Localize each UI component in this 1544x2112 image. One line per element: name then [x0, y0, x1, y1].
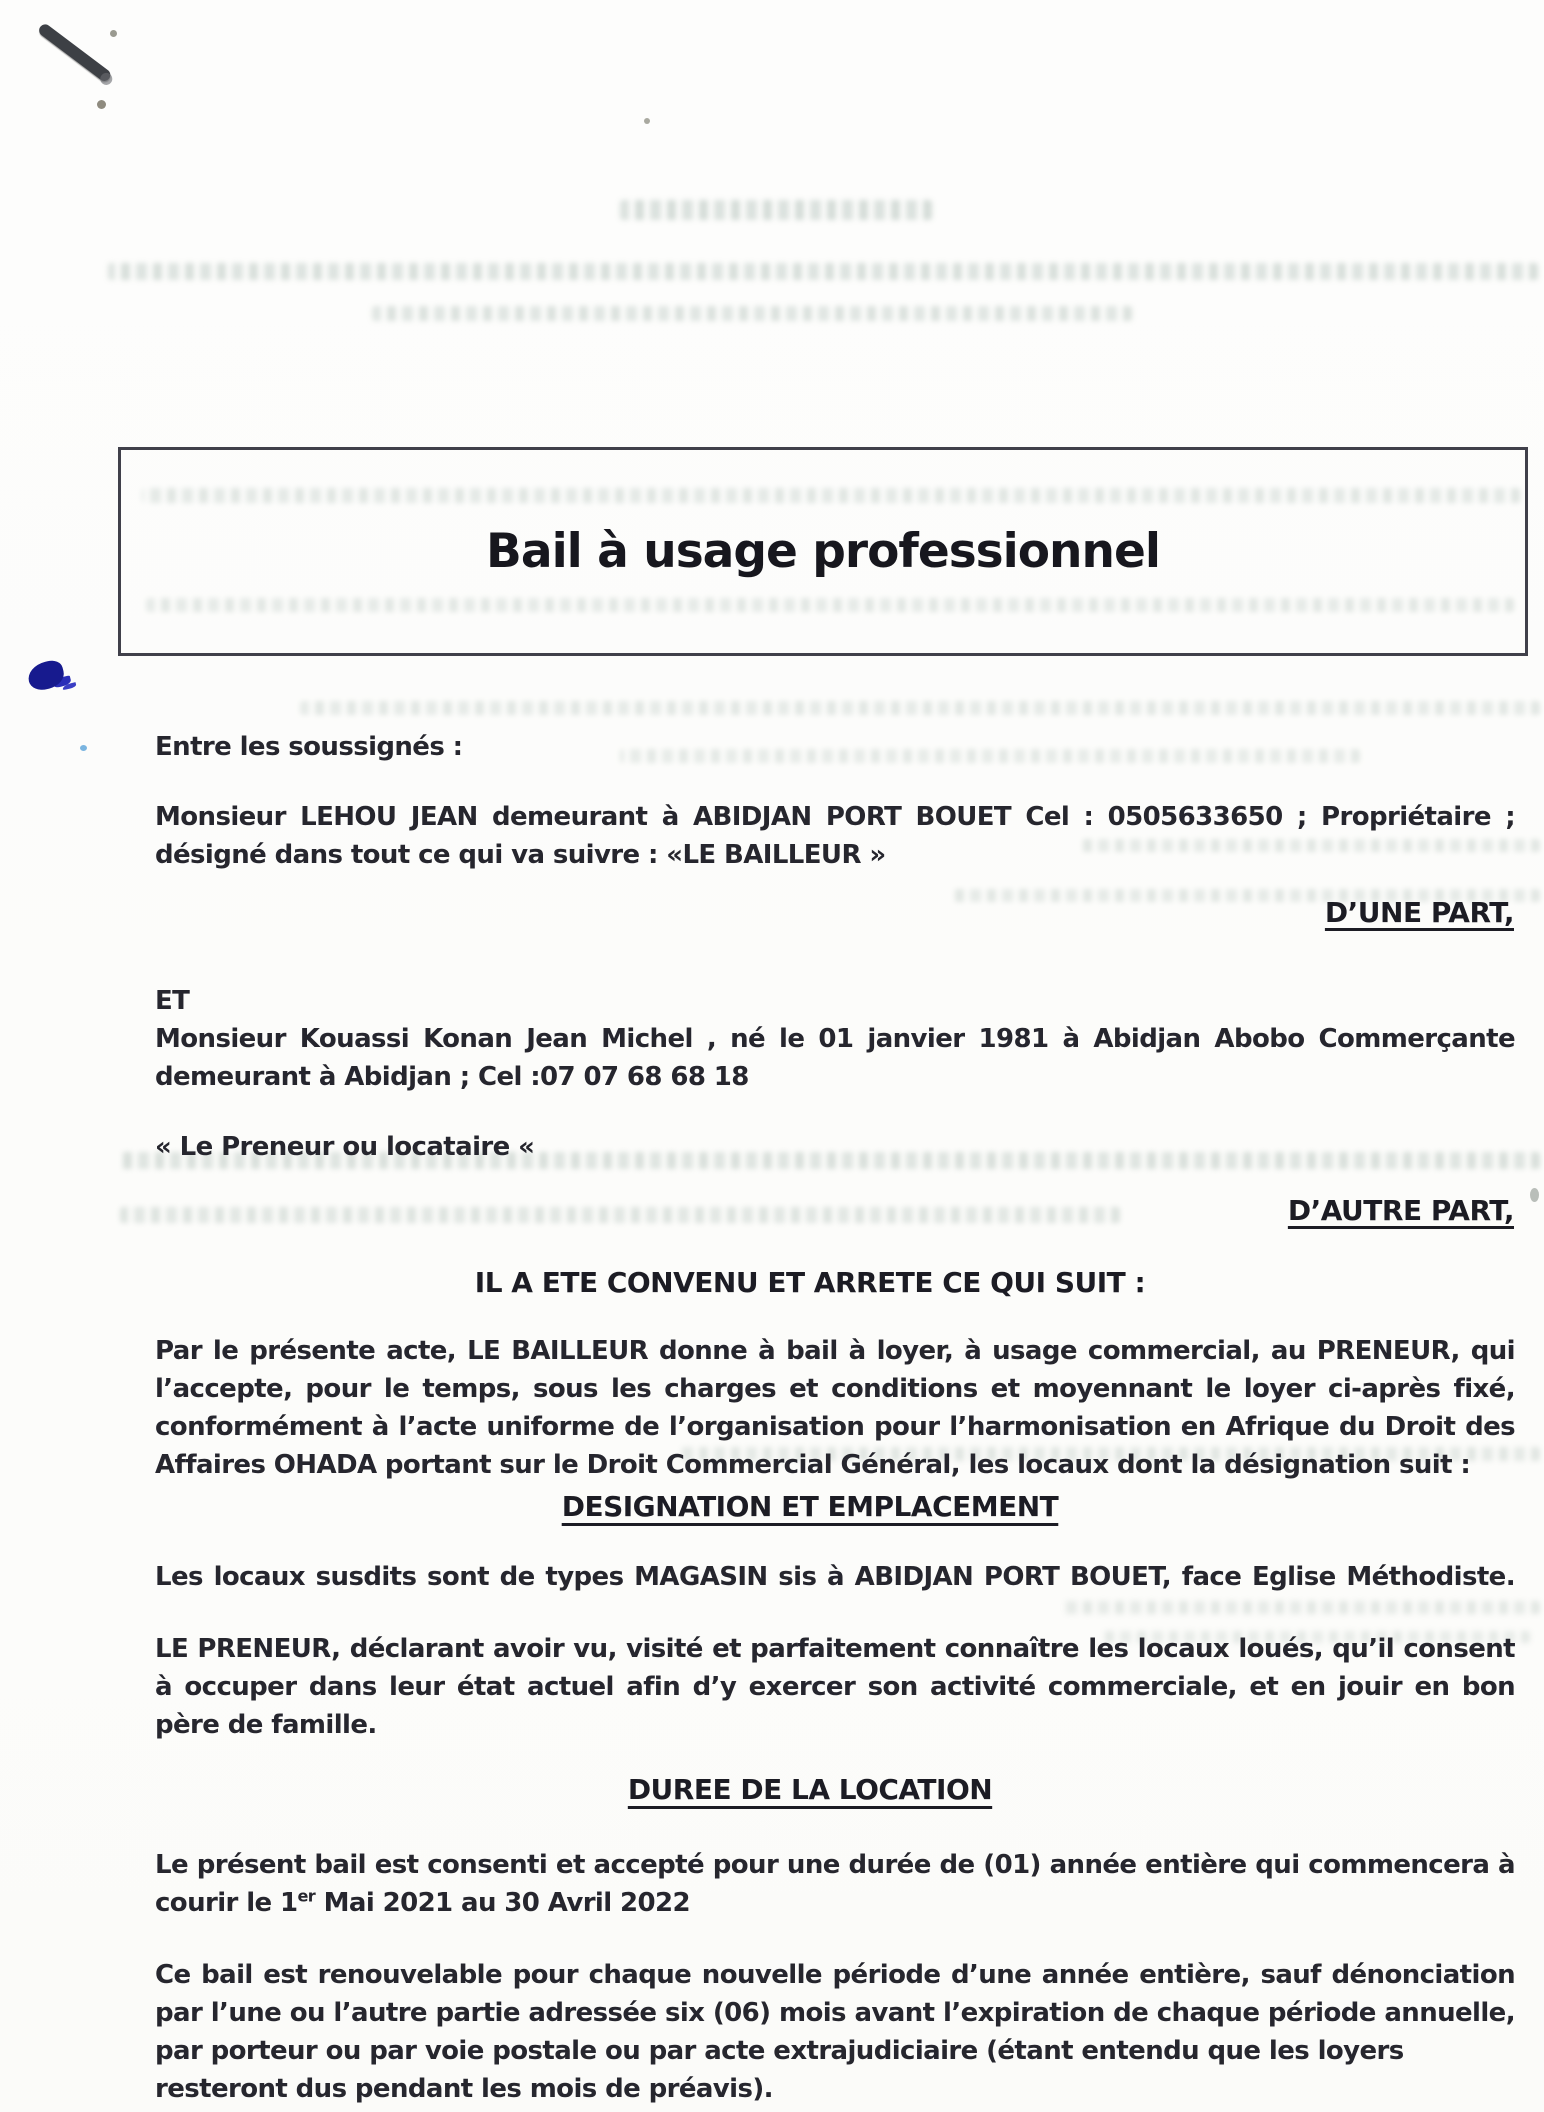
dautre-part-heading: D’AUTRE PART, [1287, 1194, 1514, 1227]
intro-line: Entre les soussignés : [155, 732, 463, 762]
acte-line: Affaires OHADA portant sur le Droit Commercial Général, les locaux dont la désignation suit : [155, 1450, 1471, 1480]
dust-speck [644, 118, 650, 124]
ink-speck [80, 745, 87, 751]
ink-blot-artifact [25, 658, 66, 693]
renouvellement-line: Ce bail est renouvelable pour chaque nouvelle période d’une année entière, sauf dénonciation [155, 1960, 1515, 1990]
renouvellement-line: par l’une ou l’autre partie adressée six (06) mois avant l’expiration de chaque période annuelle, [155, 1998, 1515, 2028]
document-title: Bail à usage professionnel [486, 524, 1160, 579]
renouvellement-line: resteront dus pendant les mois de préavis). [155, 2074, 773, 2104]
bailleur-paragraph [155, 798, 1515, 874]
duree-line: courir le 1er Mai 2021 au 30 Avril 2022 [155, 1886, 690, 1918]
preneur-details: , né le 01 janvier 1981 à Abidjan Abobo Commerçante [692, 1024, 1516, 1054]
convenu-heading: IL A ETE CONVENU ET ARRETE CE QUI SUIT : [474, 1266, 1146, 1299]
preneur-declaration-paragraph [155, 1630, 1515, 1744]
acte-line: l’accepte, pour le temps, sous les charges et conditions et moyennant le loyer ci-après fixé, [155, 1374, 1515, 1404]
designation-heading: DESIGNATION ET EMPLACEMENT [561, 1490, 1059, 1523]
duree-heading: DUREE DE LA LOCATION [627, 1773, 993, 1806]
preneur-label: « Le Preneur ou locataire « [155, 1132, 535, 1162]
bailleur-details: demeurant à ABIDJAN PORT BOUET Cel : 0505633650 ; Propriétaire ; [477, 802, 1515, 832]
preneur-paragraph [155, 1020, 1515, 1096]
preneur-line-2: demeurant à Abidjan ; Cel :07 07 68 68 18 [155, 1062, 749, 1092]
preneur-name: Monsieur Kouassi Konan Jean Michel [155, 1024, 693, 1054]
locaux-description: Les locaux susdits sont de types MAGASIN sis à ABIDJAN PORT BOUET, [155, 1562, 1182, 1592]
bailleur-name: Monsieur LEHOU JEAN [155, 802, 478, 832]
et-label: ET [155, 986, 190, 1016]
pen-mark-artifact [37, 22, 113, 83]
acte-line: Par le présente acte, LE BAILLEUR donne à bail à loyer, à usage commercial, au PRENEUR, qui [155, 1336, 1515, 1366]
acte-line: conformément à l’acte uniforme de l’organisation pour l’harmonisation en Afrique du Droit des [155, 1412, 1515, 1442]
dune-part-heading: D’UNE PART, [1324, 896, 1514, 929]
edge-smudge [1530, 1188, 1539, 1202]
declaration-line: père de famille. [155, 1710, 377, 1740]
title-box [118, 447, 1528, 656]
duree-line: Le présent bail est consenti et accepté pour une durée de (01) année entière qui commencera à [155, 1850, 1515, 1880]
renouvellement-line: par porteur ou par voie postale ou par acte extrajudiciaire (étant entendu que les loyers [155, 2036, 1404, 2066]
locaux-landmark: face Eglise Méthodiste. [1181, 1562, 1515, 1592]
declaration-line: à occuper dans leur état actuel afin d’y exercer son activité commerciale, et en jouir en bon [155, 1672, 1515, 1702]
declaration-line: LE PRENEUR, déclarant avoir vu, visité et parfaitement connaître les locaux loués, qu’il consent [155, 1634, 1515, 1664]
acte-paragraph [155, 1332, 1515, 1484]
duree-paragraph-1 [155, 1846, 1515, 1922]
dust-speck [97, 100, 106, 109]
locaux-line [155, 1558, 1515, 1596]
bailleur-line-1 [155, 798, 1515, 836]
dust-speck [110, 30, 117, 37]
ordinal-superscript: er [297, 1886, 316, 1906]
bailleur-line-2: désigné dans tout ce qui va suivre : «LE BAILLEUR » [155, 840, 886, 870]
duree-paragraph-2 [155, 1956, 1515, 2108]
preneur-line-1 [155, 1020, 1515, 1058]
